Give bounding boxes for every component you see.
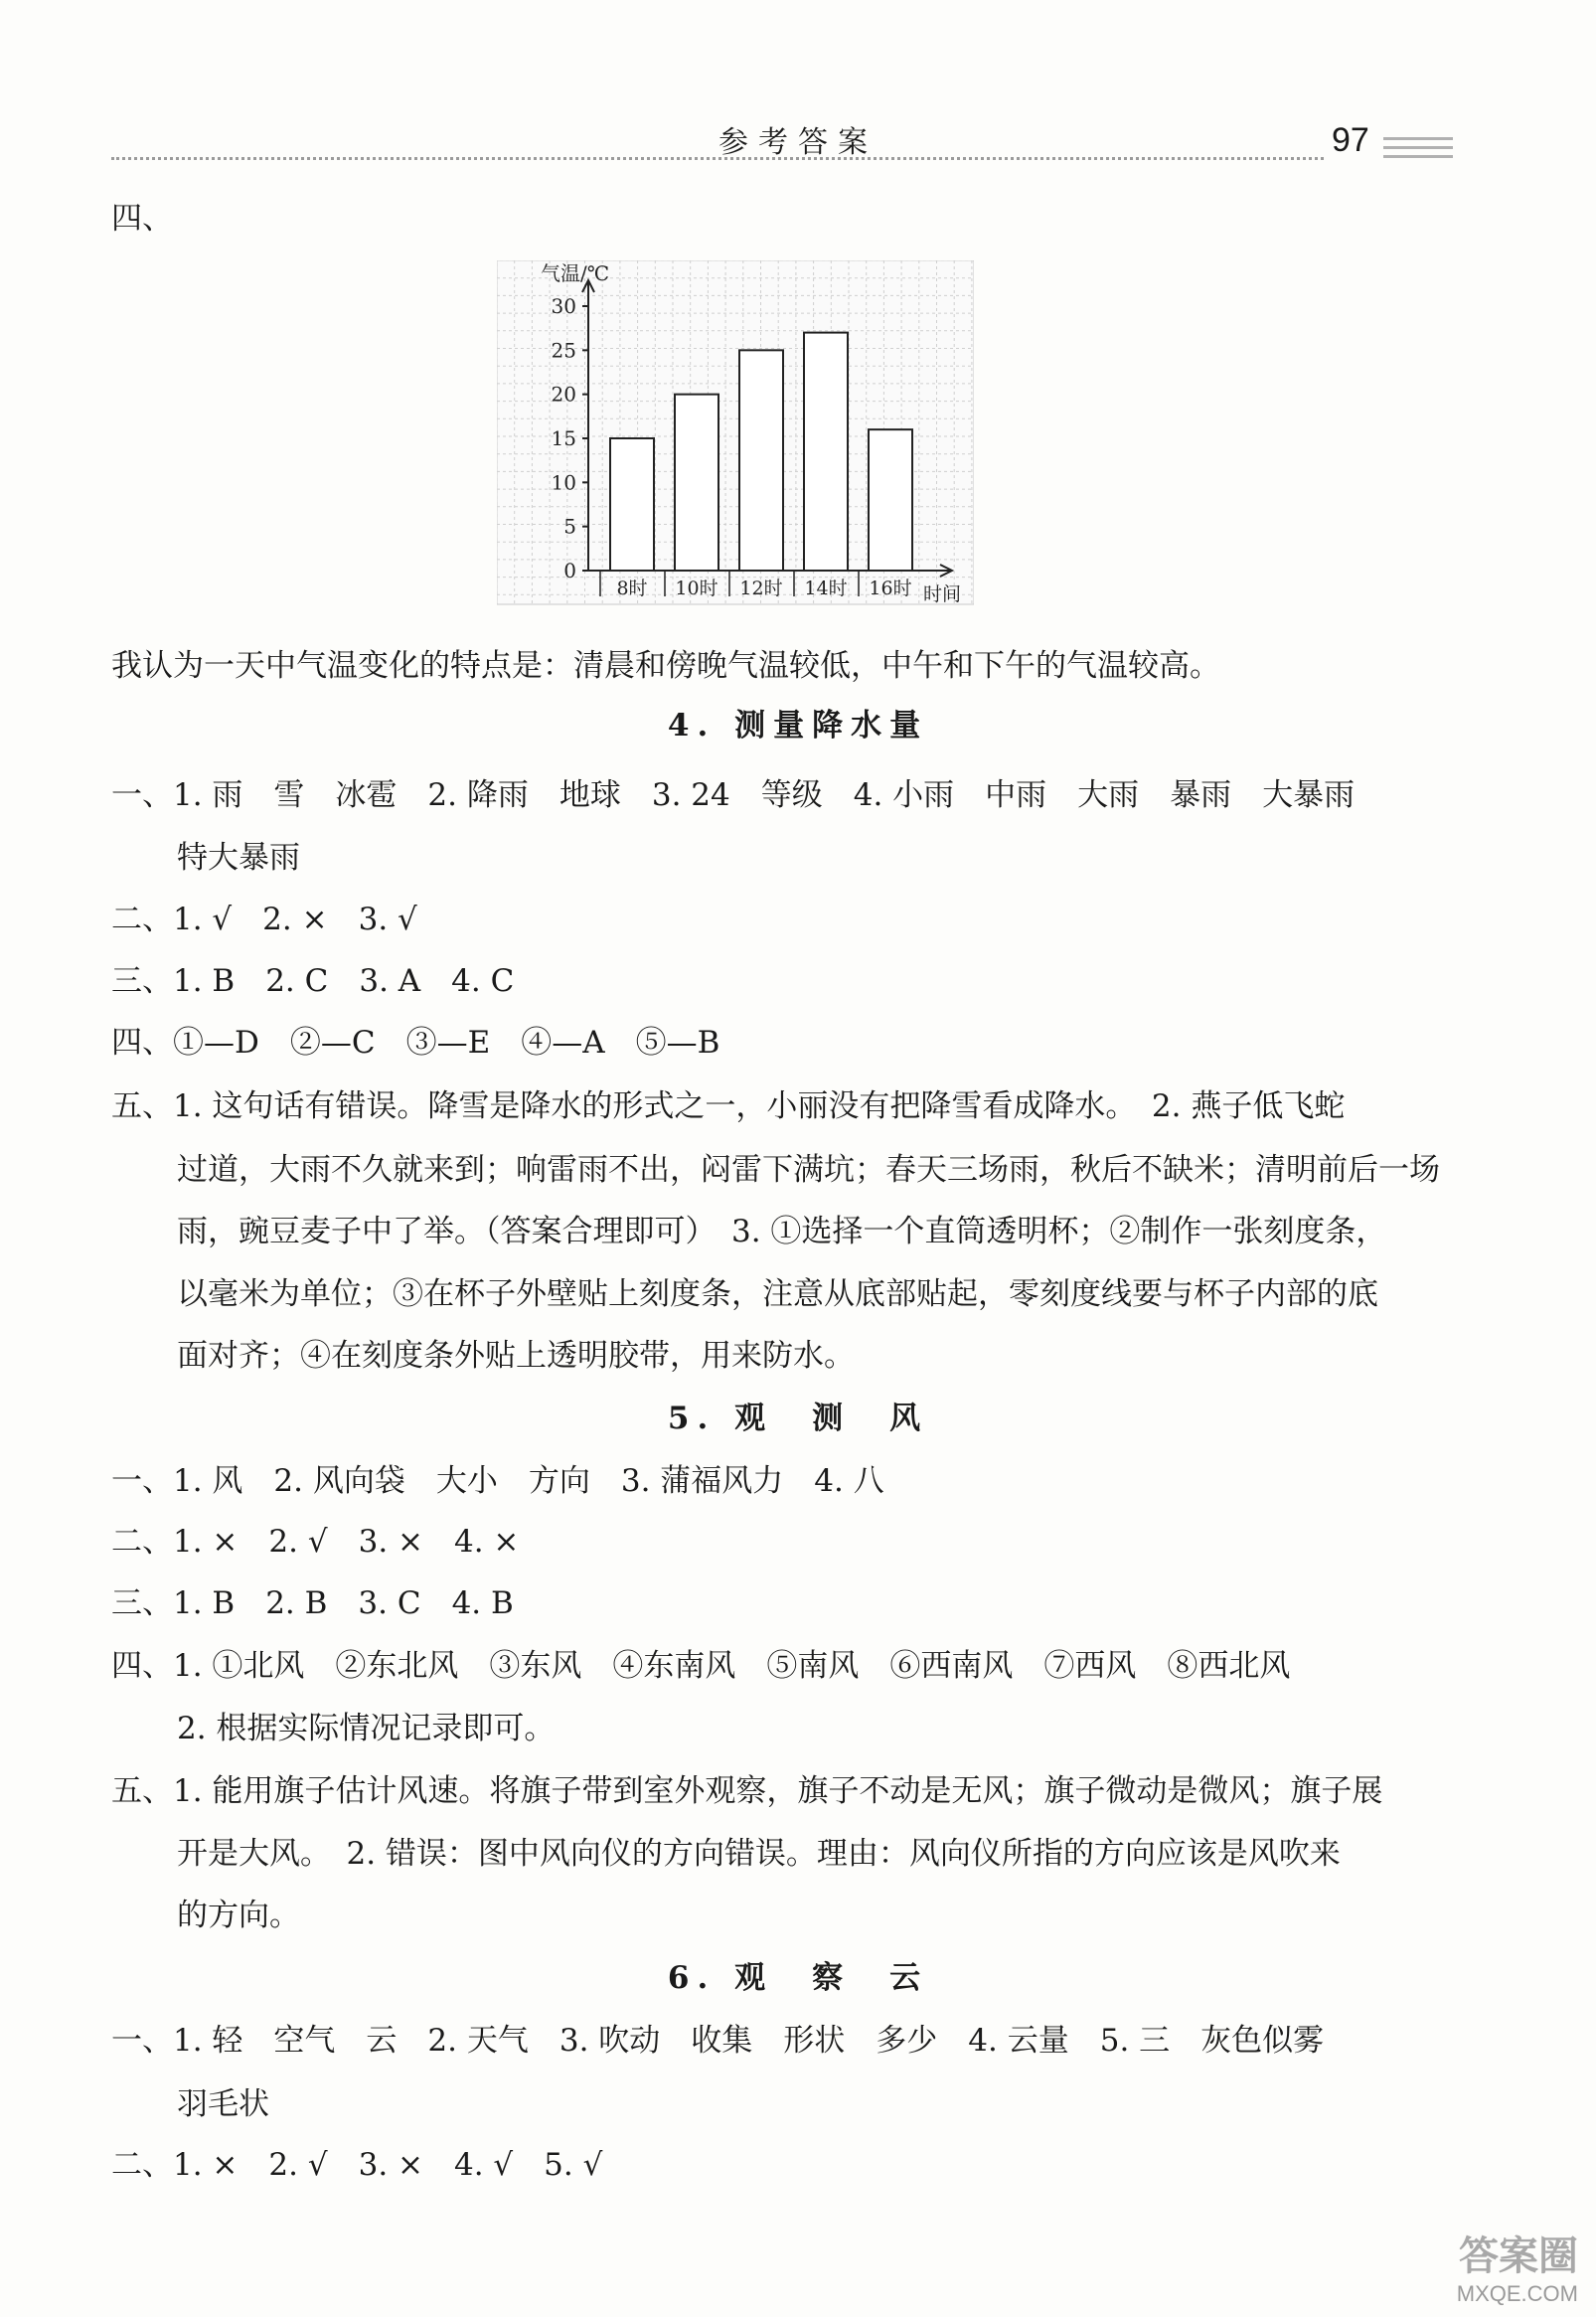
x-tick-label: 10时 <box>675 578 718 599</box>
watermark-logo-text: 答案圈 <box>1459 2234 1578 2278</box>
answer-line-s6-1b: 羽毛状 <box>177 2086 269 2122</box>
answer-line-s5-5a: 五、1. 能用旗子估计风速。将旗子带到室外观察，旗子不动是无风；旗子微动是微风；旗子展 <box>111 1773 1383 1809</box>
x-tick-label: 8时 <box>616 578 648 599</box>
bar-14时 <box>804 333 848 571</box>
answer-line-s4-5e: 面对齐；④在刻度条外贴上透明胶带，用来防水。 <box>177 1338 855 1374</box>
y-axis-label: 气温/℃ <box>541 261 610 285</box>
y-tick-label: 30 <box>551 294 576 318</box>
running-header: 参考答案 <box>718 125 878 160</box>
x-tick-label: 12时 <box>739 578 783 599</box>
answer-line-s4-2: 二、1. √ 2. × 3. √ <box>111 902 417 937</box>
section-4-label: 四、 <box>111 201 173 237</box>
answer-line-s4-5c: 雨，豌豆麦子中了举。（答案合理即可） 3. ①选择一个直筒透明杯；②制作一张刻度条， <box>177 1214 1387 1249</box>
answer-line-s4-1a: 一、1. 雨 雪 冰雹 2. 降雨 地球 3. 24 等级 4. 小雨 中雨 大雨 暴雨 大暴雨 <box>111 777 1356 813</box>
answer-line-s4-5d: 以毫米为单位；③在杯子外壁贴上刻度条，注意从底部贴起，零刻度线要与杯子内部的底 <box>177 1276 1378 1312</box>
temperature-bar-chart <box>497 260 974 618</box>
watermark <box>1457 2225 1578 2307</box>
answer-line-s4-1b: 特大暴雨 <box>177 840 300 876</box>
answer-line-s5-1: 一、1. 风 2. 风向袋 大小 方向 3. 蒲福风力 4. 八 <box>111 1463 884 1499</box>
decorative-lines <box>1383 137 1453 164</box>
y-tick-label: 10 <box>551 470 576 495</box>
section-heading-h5: 5. 观 测 风 <box>667 1401 929 1436</box>
section-heading-h6: 6. 观 察 云 <box>667 1960 929 1996</box>
answer-line-s5-5c: 的方向。 <box>177 1898 300 1933</box>
x-tick-label: 16时 <box>869 578 912 599</box>
y-tick-label: 5 <box>563 514 576 539</box>
bar-12时 <box>739 350 783 571</box>
answer-line-s4-5a: 五、1. 这句话有错误。降雪是降水的形式之一，小丽没有把降雪看成降水。 2. 燕子低飞蛇 <box>111 1088 1346 1124</box>
y-tick-label: 0 <box>563 559 576 582</box>
bar-16时 <box>869 429 912 571</box>
y-tick-label: 15 <box>551 426 576 450</box>
watermark-url: MXQE.COM <box>1456 2281 1578 2306</box>
page-number: 97 <box>1332 121 1369 159</box>
section-heading-h4: 4. 测量降水量 <box>667 708 929 744</box>
answer-line-s5-3: 三、1. B 2. B 3. C 4. B <box>111 1585 514 1621</box>
header-rule <box>111 157 1324 160</box>
answer-line-s5-4b: 2. 根据实际情况记录即可。 <box>177 1711 556 1746</box>
bar-10时 <box>675 395 718 571</box>
y-tick-label: 20 <box>551 382 576 407</box>
answer-line-s5-5b: 开是大风。 2. 错误：图中风向仪的方向错误。理由：风向仪所指的方向应该是风吹来 <box>177 1836 1341 1872</box>
answer-line-s6-1a: 一、1. 轻 空气 云 2. 天气 3. 吹动 收集 形状 多少 4. 云量 5. 三 灰色似雾 <box>111 2023 1325 2059</box>
answer-line-s5-4a: 四、1. ①北风 ②东北风 ③东风 ④东南风 ⑤南风 ⑥西南风 ⑦西风 ⑧西北风 <box>111 1648 1291 1684</box>
answer-line-s5-2: 二、1. × 2. √ 3. × 4. × <box>111 1524 520 1560</box>
answer-line-s4-4: 四、①—D ②—C ③—E ④—A ⑤—B <box>111 1025 720 1061</box>
answer-line-s4-5b: 过道，大雨不久就来到；响雷雨不出，闷雷下满坑；春天三场雨，秋后不缺米；清明前后一场 <box>177 1152 1440 1188</box>
x-tick-label: 14时 <box>804 578 848 599</box>
y-tick-label: 25 <box>551 338 576 363</box>
answer-line-s6-2: 二、1. × 2. √ 3. × 4. √ 5. √ <box>111 2147 603 2183</box>
x-axis-label: 时间 <box>922 583 962 605</box>
answer-line-conclusion: 我认为一天中气温变化的特点是：清晨和傍晚气温较低，中午和下午的气温较高。 <box>111 648 1220 684</box>
answer-line-s4-3: 三、1. B 2. C 3. A 4. C <box>111 963 515 999</box>
bar-8时 <box>610 438 654 571</box>
